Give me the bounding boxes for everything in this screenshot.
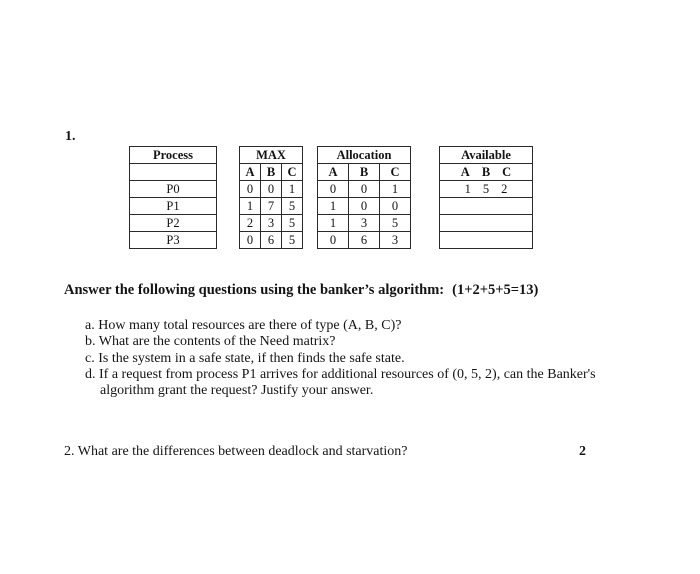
avail-col-a: A [460,165,470,179]
process-name: P0 [130,181,217,198]
allocation-value: 6 [349,232,380,249]
alloc-col-c: C [380,164,411,181]
max-value: 6 [261,232,282,249]
alloc-col-b: B [349,164,380,181]
answer-heading-marks: (1+2+5+5=13) [452,282,539,298]
banker-table [129,146,533,249]
max-value: 5 [282,232,303,249]
allocation-value: 1 [318,198,349,215]
available-value: 2 [501,182,508,196]
table-row [130,215,533,232]
question-text: Is the system in a safe state, if then finds the safe state. [98,350,405,366]
max-value: 0 [240,232,261,249]
max-value: 7 [261,198,282,215]
allocation-value: 0 [318,181,349,198]
question-label: b. [85,334,96,350]
answer-heading [64,282,538,299]
question-2-marks: 2 [579,444,586,459]
question-label: c. [85,350,95,366]
avail-col-b: B [481,165,491,179]
process-name: P2 [130,215,217,232]
max-col-c: C [282,164,303,181]
answer-heading-text: Answer the following questions using the banker’s algorithm: [64,282,445,298]
process-header: Process [130,147,217,164]
max-col-b: B [261,164,282,181]
allocation-value: 0 [349,198,380,215]
table-row [130,198,533,215]
allocation-value: 0 [349,181,380,198]
allocation-value: 0 [380,198,411,215]
max-value: 5 [282,215,303,232]
allocation-value: 5 [380,215,411,232]
allocation-header: Allocation [318,147,411,164]
alloc-col-a: A [318,164,349,181]
max-value: 3 [261,215,282,232]
list-item [85,334,596,350]
question-2: 2. What are the differences between deadlock and starvation? [64,444,408,459]
allocation-value: 1 [318,215,349,232]
question-continuation: algorithm grant the request? Justify your answer. [100,383,374,399]
question-text: If a request from process P1 arrives for additional resources of (0, 5, 2), can the Banker's [99,366,596,382]
available-values [440,181,533,198]
table-header-row [130,147,533,164]
table-row [130,181,533,198]
allocation-value: 3 [349,215,380,232]
max-value: 5 [282,198,303,215]
avail-col-c: C [502,165,512,179]
max-value: 0 [261,181,282,198]
allocation-value: 0 [318,232,349,249]
table-subheader-row [130,164,533,181]
list-item [85,318,596,334]
process-name: P1 [130,198,217,215]
available-value: 1 [464,182,471,196]
max-value: 2 [240,215,261,232]
question-label: a. [85,318,95,333]
max-value: 0 [240,181,261,198]
question-number: 1. [65,129,76,144]
question-list [85,318,596,399]
list-item [85,351,596,367]
process-name: P3 [130,232,217,249]
max-col-a: A [240,164,261,181]
max-value: 1 [240,198,261,215]
question-label: d. [85,366,96,382]
available-header: Available [440,147,533,164]
question-text: What are the contents of the Need matrix? [98,334,336,350]
question-text: How many total resources are there of type (A, B, C)? [98,318,402,333]
max-value: 1 [282,181,303,198]
allocation-value: 3 [380,232,411,249]
allocation-value: 1 [380,181,411,198]
available-value: 5 [482,182,490,196]
list-item [85,367,596,383]
available-subheader [440,164,533,181]
max-header: MAX [240,147,303,164]
table-row [130,232,533,249]
